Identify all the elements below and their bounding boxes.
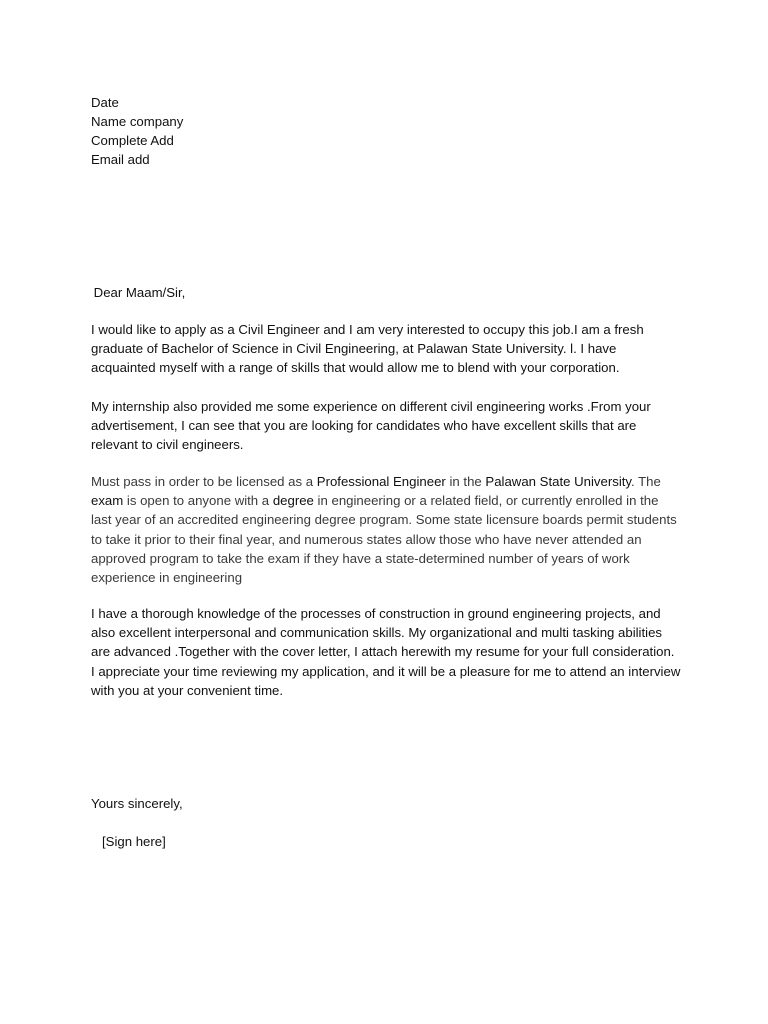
address-line: Complete Add — [91, 133, 174, 148]
licensure-text: in the — [445, 474, 486, 489]
paragraph-licensure — [91, 472, 681, 587]
company-name-line: Name company — [91, 114, 184, 129]
paragraph-internship: My internship also provided me some experience on different civil engineering works .From your advertisement, I can see that you are looking for candidates who have excellent skills that are relevant to civil engineers. — [91, 399, 651, 453]
recipient-header — [91, 93, 183, 169]
closing-line: Yours sincerely, — [91, 796, 183, 811]
paragraph-application: I would like to apply as a Civil Engineer and I am very interested to occupy this job.I am a fresh graduate of Bachelor of Science in Civil Engineering, at Palawan State University. l. I have acquainted myself with a range of skills that would allow me to blend with your corporation. — [91, 322, 644, 376]
signature-placeholder: [Sign here] — [91, 834, 166, 849]
university-term: Palawan State University — [485, 474, 632, 489]
date-line: Date — [91, 95, 119, 110]
licensure-text: in engineering or a related field, or currently enrolled in the last year of an accredited engineering degree program. Some state licensure boards permit students to take it prior to their final year, and numerous states allow those who have never attended an approved program to take the exam if they have a state-determined number of years of work experience in engineering — [91, 493, 677, 586]
licensure-text: is open to anyone with a — [123, 493, 273, 509]
exam-term: exam — [91, 493, 124, 509]
degree-term: degree — [272, 493, 314, 509]
salutation: Dear Maam/Sir, — [90, 285, 186, 300]
paragraph-qualifications: I have a thorough knowledge of the processes of construction in ground engineering projects, and also excellent interpersonal and communication skills. My organizational and multi tasking abilities are advanced .Together with the cover letter, I attach herewith my resume for your full consideration. I appreciate your time reviewing my application, and it will be a pleasure for me to attend an interview with you at your convenient time. — [91, 606, 681, 698]
email-line: Email add — [91, 152, 150, 167]
professional-engineer-term: Professional Engineer — [316, 474, 446, 489]
licensure-text: Must pass in order to be licensed as a — [91, 474, 317, 489]
licensure-text: . The — [631, 474, 661, 489]
